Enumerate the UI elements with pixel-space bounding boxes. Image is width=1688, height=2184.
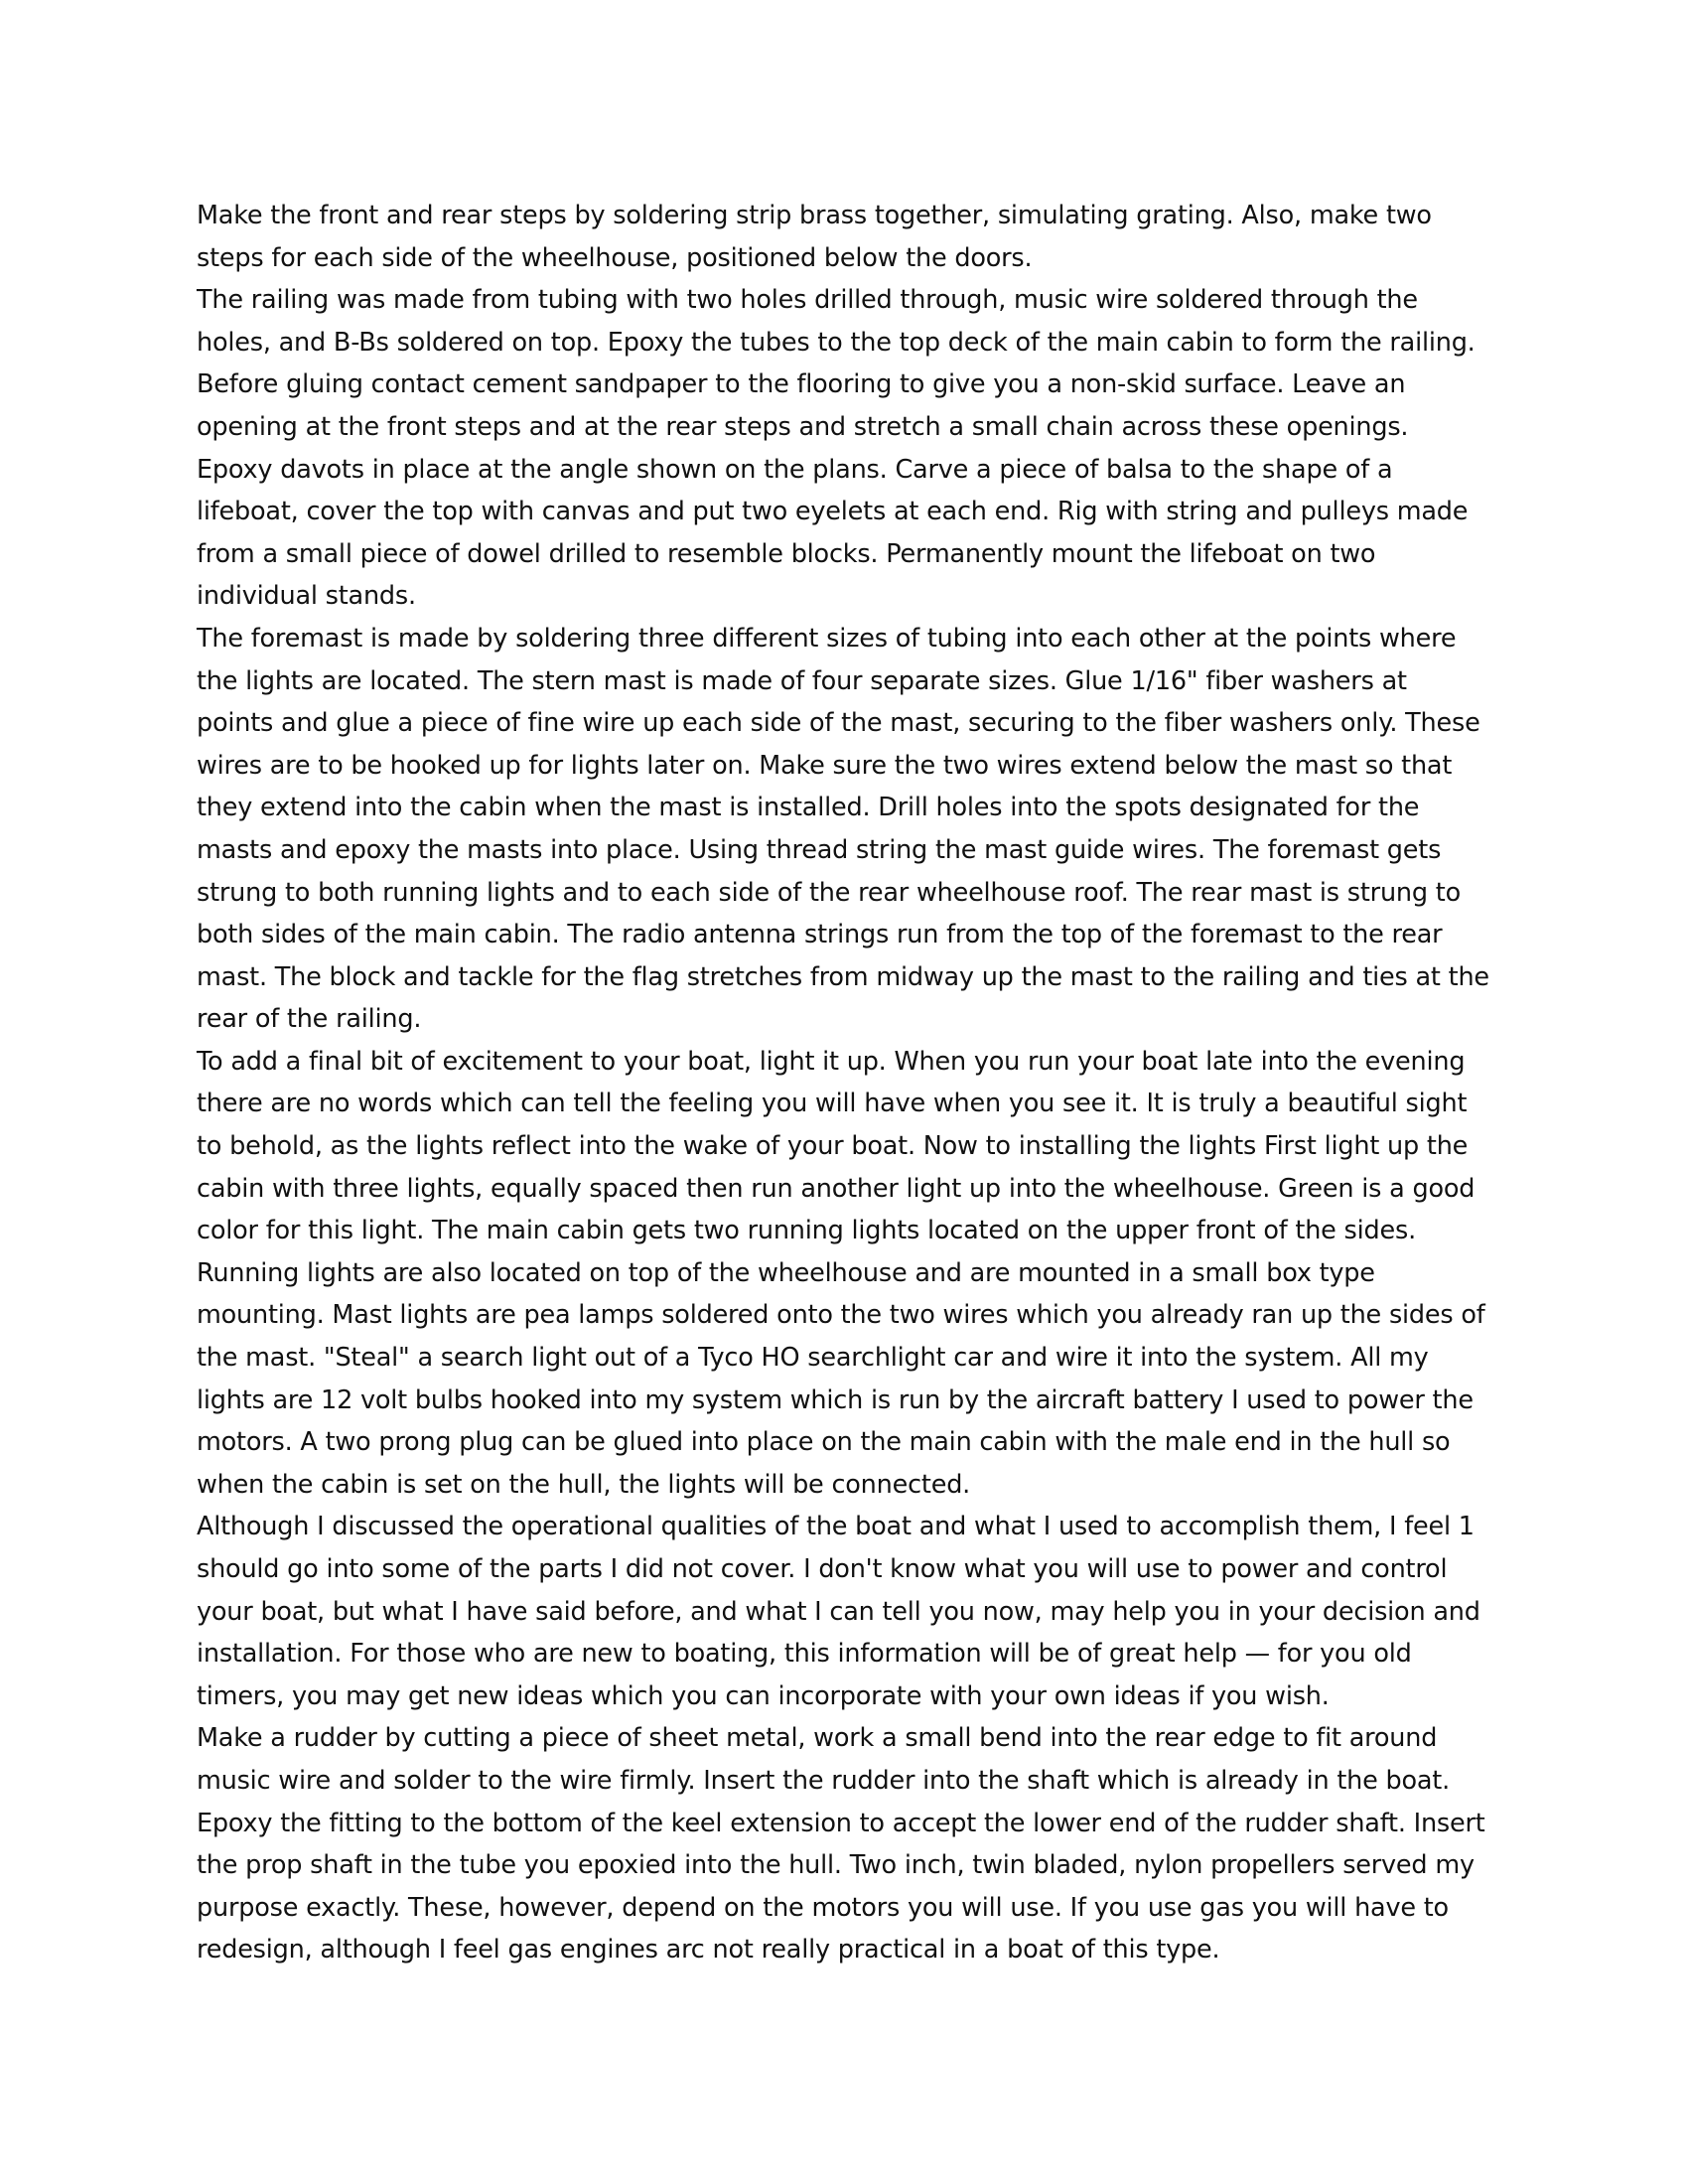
- paragraph-lifeboat: Epoxy davots in place at the angle shown on the plans. Carve a piece of balsa to the shape of a lifeboat, cover the top with canvas and put two eyelets at each end. Rig with string and pulleys made from a small piece of dowel drilled to resemble blocks. Permanently mount the lifeboat on two individual stands.: [197, 454, 1469, 612]
- paragraph-steps: Make the front and rear steps by soldering strip brass together, simulating grating. Also, make two steps for each side of the wheelhouse, positioned below the doors.: [197, 201, 1432, 273]
- body-text: [197, 195, 1489, 1971]
- paragraph-rudder: Make a rudder by cutting a piece of sheet metal, work a small bend into the rear edge to fit around music wire and solder to the wire firmly. Insert the rudder into the shaft which is already in the boat. Epoxy the fitting to the bottom of the keel extension to accept the lower end of the rudder shaft. Insert the prop shaft in the tube you epoxied into the hull. Two inch, twin bladed, nylon propellers served my purpose exactly. These, however, depend on the motors you will use. If you use gas you will have to redesign, although I feel gas engines arc not really practical in a boat of this type.: [197, 1723, 1485, 1966]
- paragraph-lights: To add a final bit of excitement to your boat, light it up. When you run your boat late into the evening there are no words which can tell the feeling you will have when you see it. It is truly a beautiful sight to behold, as the lights reflect into the wake of your boat. Now to installing the lights First light up the cabin with three lights, equally spaced then run another light up into the wheelhouse. Green is a good color for this light. The main cabin gets two running lights located on the upper front of the sides. Running lights are also located on top of the wheelhouse and are mounted in a small box type mounting. Mast lights are pea lamps soldered onto the two wires which you already ran up the sides of the mast. "Steal" a search light out of a Tyco HO searchlight car and wire it into the system. All my lights are 12 volt bulbs hooked into my system which is run by the aircraft battery I used to power the motors. A two prong plug can be glued into place on the main cabin with the male end in the hull so when the cabin is set on the hull, the lights will be connected.: [197, 1046, 1485, 1500]
- paragraph-masts: The foremast is made by soldering three different sizes of tubing into each other at the points where the lights are located. The stern mast is made of four separate sizes. Glue 1/16" fiber washers at points and glue a piece of fine wire up each side of the mast, securing to the fiber washers only. These wires are to be hooked up for lights later on. Make sure the two wires extend below the mast so that they extend into the cabin when the mast is installed. Drill holes into the spots designated for the masts and epoxy the masts into place. Using thread string the mast guide wires. The foremast gets strung to both running lights and to each side of the rear wheelhouse roof. The rear mast is strung to both sides of the main cabin. The radio antenna strings run from the top of the foremast to the rear mast. The block and tackle for the flag stretches from midway up the mast to the railing and ties at the rear of the railing.: [197, 623, 1489, 1035]
- paragraph-railing: The railing was made from tubing with two holes drilled through, music wire soldered through the holes, and B-Bs soldered on top. Epoxy the tubes to the top deck of the main cabin to form the railing. Before gluing contact cement sandpaper to the flooring to give you a non-skid surface. Leave an opening at the front steps and at the rear steps and stretch a small chain across these openings.: [197, 285, 1476, 442]
- paragraph-operational: Although I discussed the operational qualities of the boat and what I used to accomplish them, I feel 1 should go into some of the parts I did not cover. I don't know what you will use to power and control your boat, but what I have said before, and what I can tell you now, may help you in your decision and installation. For those who are new to boating, this information will be of great help — for you old timers, you may get new ideas which you can incorporate with your own ideas if you wish.: [197, 1512, 1480, 1711]
